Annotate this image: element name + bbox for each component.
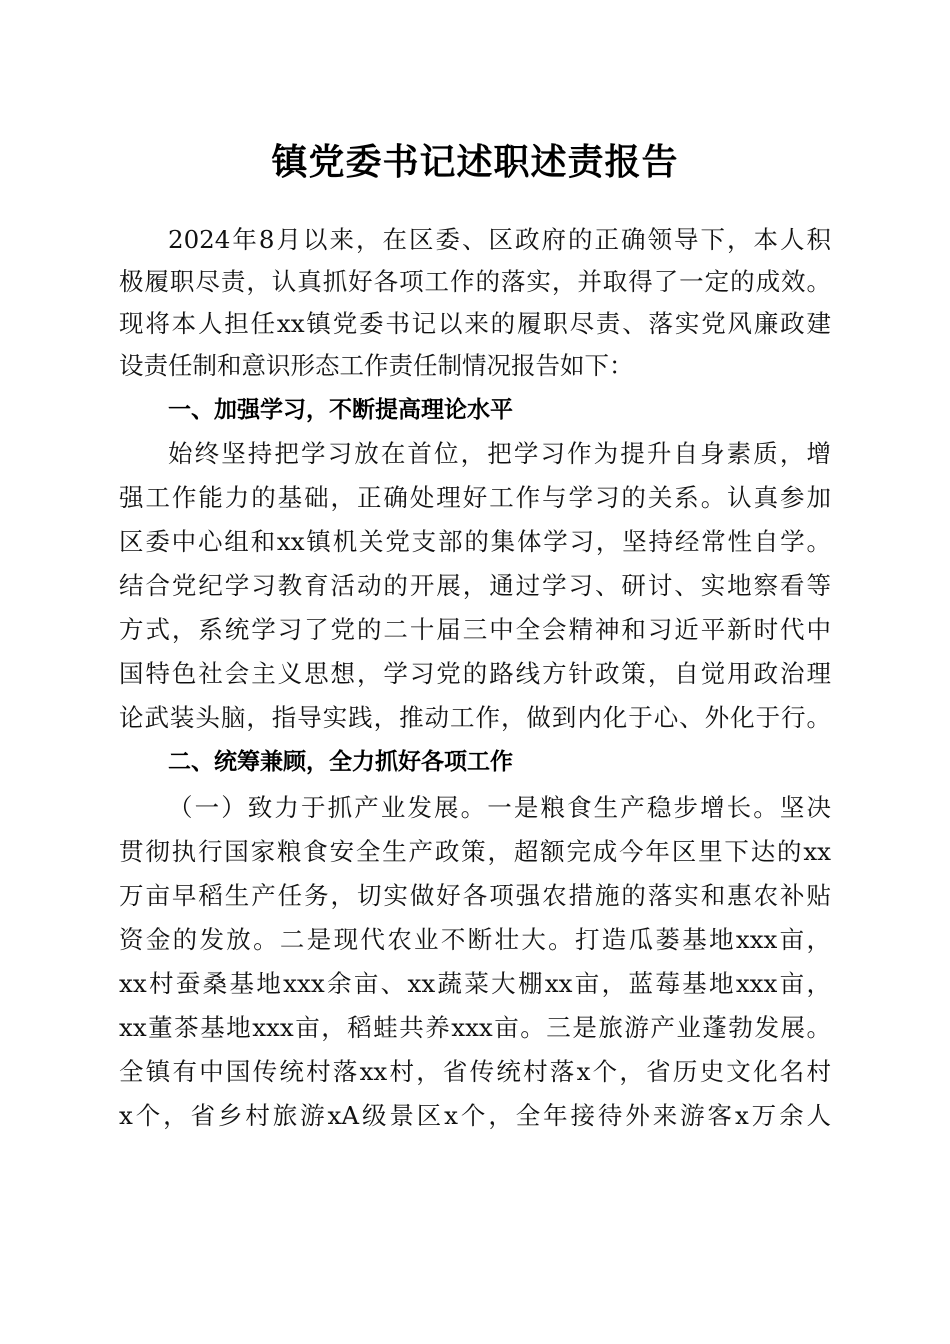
section1-line: 结合党纪学习教育活动的开展，通过学习、研讨、实地察看等 [119,571,831,600]
section2-line: （一）致力于抓产业发展。一是粮食生产稳步增长。坚决 [168,793,831,822]
section2-line: 全镇有中国传统村落xx村，省传统村落x个，省历史文化名村 [119,1057,831,1086]
document-title: 镇党委书记述职述责报告 [271,141,679,183]
section2-line: xx董茶基地xxx亩，稻蛙共养xxx亩。三是旅游产业蓬勃发展。 [119,1013,831,1042]
section1-line: 始终坚持把学习放在首位，把学习作为提升自身素质，增 [168,439,831,468]
intro-line: 现将本人担任xx镇党委书记以来的履职尽责、落实党风廉政建 [119,309,831,338]
section1-line: 方式，系统学习了党的二十届三中全会精神和习近平新时代中 [119,615,831,644]
section-heading-1: 一、加强学习，不断提高理论水平 [168,397,513,423]
section1-line: 论武装头脑，指导实践，推动工作，做到内化于心、外化于行。 [119,703,831,732]
section1-line: 强工作能力的基础，正确处理好工作与学习的关系。认真参加 [119,483,831,512]
section2-line: xx村蚕桑基地xxx余亩、xx蔬菜大棚xx亩，蓝莓基地xxx亩， [119,969,831,998]
section1-line: 区委中心组和xx镇机关党支部的集体学习，坚持经常性自学。 [119,527,831,556]
intro-line: 极履职尽责，认真抓好各项工作的落实，并取得了一定的成效。 [119,267,831,296]
section2-line: 贯彻执行国家粮食安全生产政策，超额完成今年区里下达的xx [119,837,831,866]
section1-line: 国特色社会主义思想，学习党的路线方针政策，自觉用政治理 [119,659,831,688]
section2-line: 资金的发放。二是现代农业不断壮大。打造瓜蒌基地xxx亩， [119,925,831,954]
section-heading-2: 二、统筹兼顾，全力抓好各项工作 [168,749,513,775]
intro-line: 2024年8月以来，在区委、区政府的正确领导下，本人积 [168,225,831,254]
intro-line: 设责任制和意识形态工作责任制情况报告如下： [119,351,634,380]
section2-line: 万亩早稻生产任务，切实做好各项强农措施的落实和惠农补贴 [119,881,831,910]
section2-line: x个，省乡村旅游xA级景区x个，全年接待外来游客x万余人 [119,1101,831,1130]
